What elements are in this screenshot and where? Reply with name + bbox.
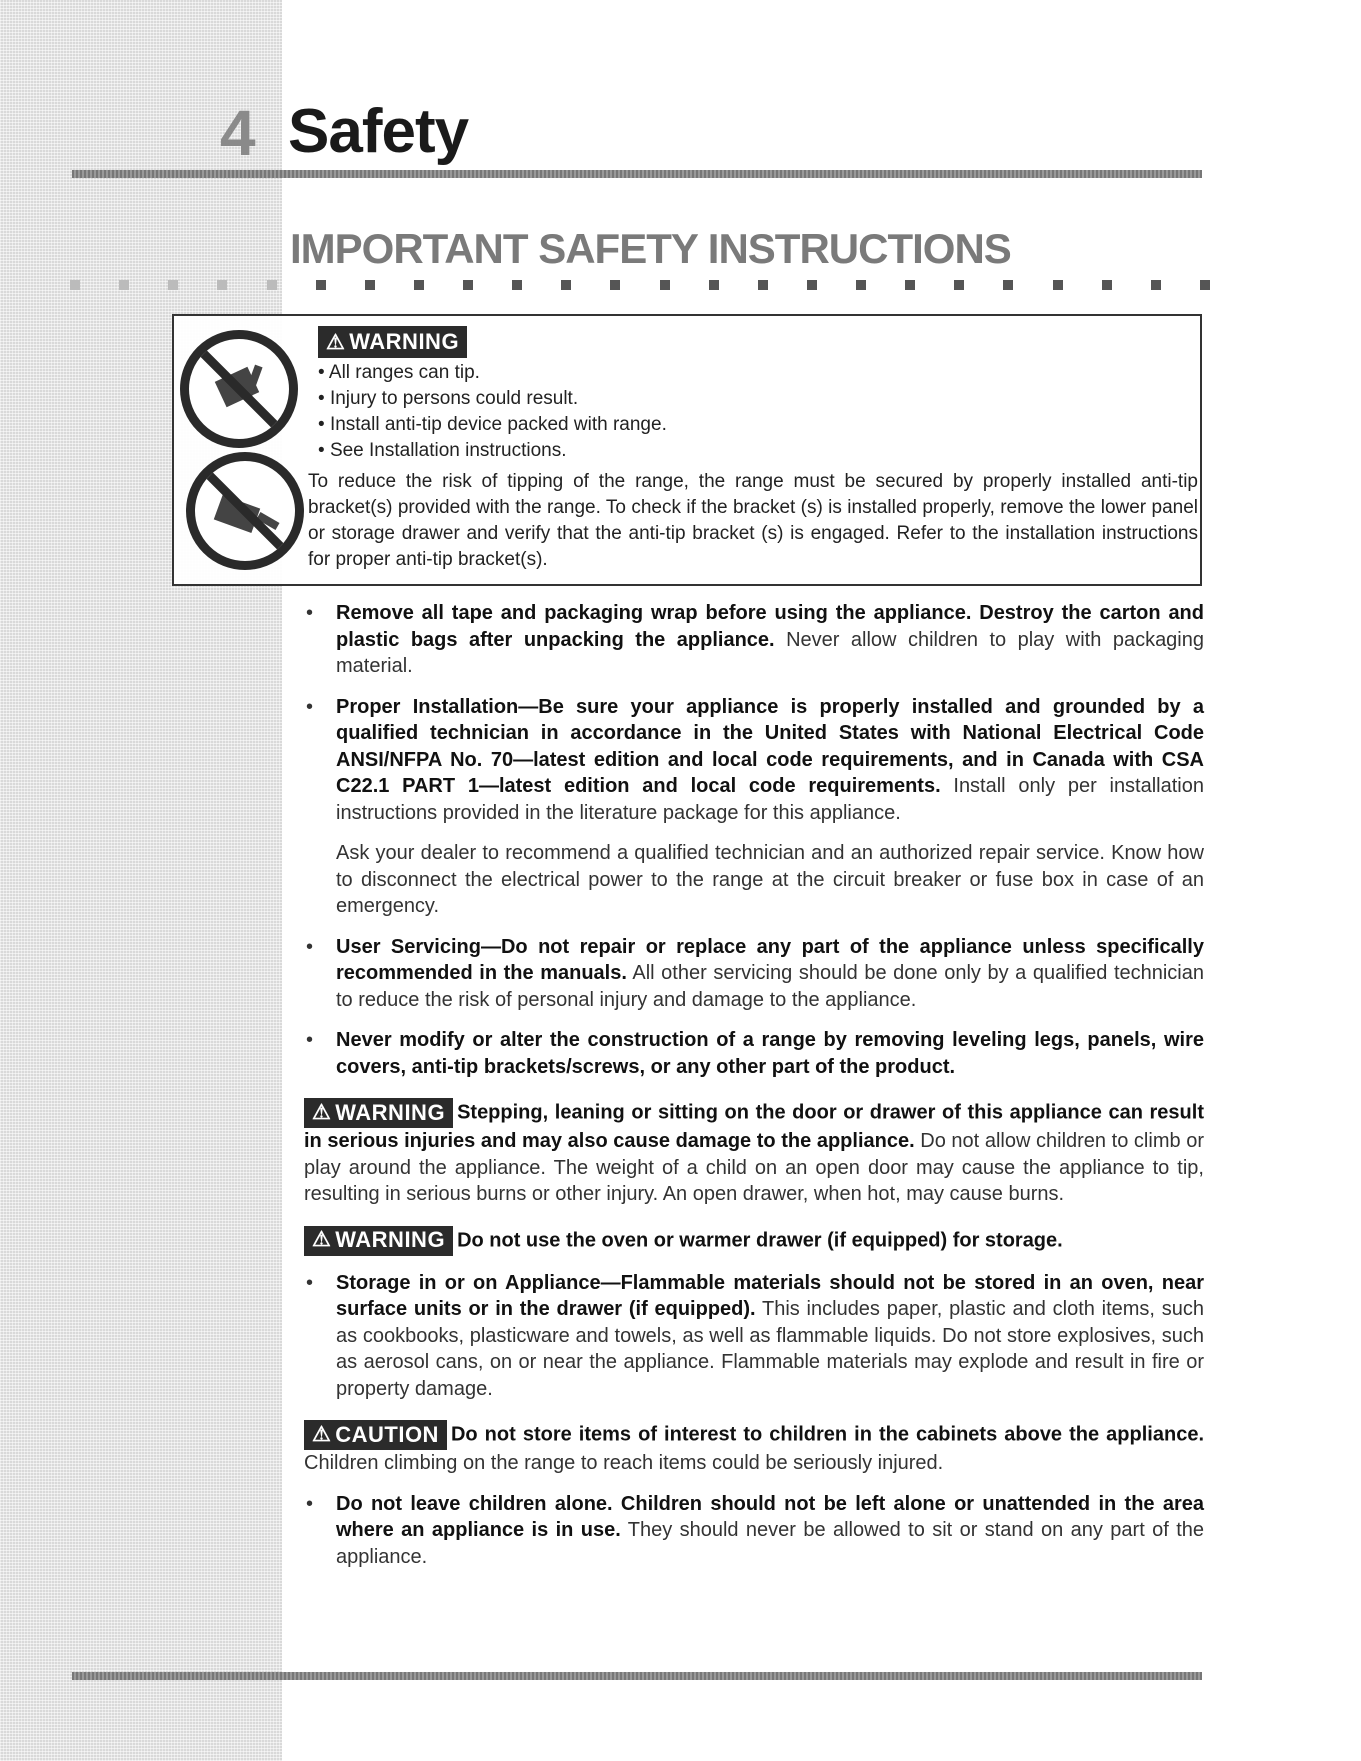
warning-label [318, 326, 467, 358]
bullet-user-servicing [304, 934, 1204, 1014]
separator-dot [70, 280, 80, 290]
sidebar-texture [0, 0, 282, 1761]
bullet-children-alone [304, 1491, 1204, 1571]
safety-instructions-body [304, 600, 1204, 1584]
bullet-text: This includes paper, plastic and cloth items, such as cookbooks, plasticware and towels, as well as flammable liquids. Do not store explosives, such as aerosol cans, on or near the appliance. Flammable materials may explode and result in fire or property damage. [336, 1298, 1205, 1400]
warning-label [304, 1098, 453, 1128]
no-tipping-range-icon [180, 330, 298, 448]
separator-dot [267, 280, 277, 290]
footer-rule [72, 1672, 1202, 1680]
separator-dot [512, 280, 522, 290]
list-item: • Install anti-tip device packed with range. [318, 412, 667, 438]
bullet-remove-packaging [304, 600, 1204, 680]
bullet-never-modify [304, 1027, 1204, 1080]
caution-label [304, 1420, 447, 1450]
separator-dot [1200, 280, 1210, 290]
separator-dot [1003, 280, 1013, 290]
notice-text: Children climbing on the range to reach items could be seriously injured. [304, 1452, 944, 1474]
separator-dot [414, 280, 424, 290]
bullet-text: Install only per installation instructions provided in the literature package for this appliance. [336, 775, 1204, 824]
bullet-text: They should never be allowed to sit or stand on any part of the appliance. [336, 1519, 1204, 1568]
bullet-bold-text: Never modify or alter the construction of a range by removing leveling legs, panels, wire covers, anti-tip brackets/screws, or any other part of the product. [336, 1029, 1204, 1078]
warning-triangle-icon: ⚠ [312, 1100, 332, 1124]
separator-dot [905, 280, 915, 290]
list-item: • See Installation instructions. [318, 438, 667, 464]
separator-dot [660, 280, 670, 290]
separator-dot [807, 280, 817, 290]
warning-label-text: WARNING [335, 1099, 446, 1125]
bullet-text: All other servicing should be done only by a qualified technician to reduce the risk of personal injury and damage to the appliance. [336, 962, 1204, 1011]
warning-bullet-list [318, 360, 667, 464]
bullet-bold-text: Storage in or on Appliance—Flammable materials should not be stored in an oven, near surface units or in the drawer (if equipped). [336, 1271, 1204, 1320]
bullet-bold-text: User Servicing—Do not repair or replace any part of the appliance unless specifically recommended in the manuals. [336, 935, 1204, 984]
bullet-bold-text: Proper Installation—Be sure your appliance is properly installed and grounded by a qualified technician in accordance in the United States with National Electrical Code ANSI/NFPA No. 70—latest edition and local code requirements, and in Canada with CSA C22.1 PART 1—latest edition and local code requirements. [336, 695, 1204, 797]
notice-bold-text: Do not store items of interest to children in the cabinets above the appliance. [450, 1423, 1204, 1446]
separator-dot [316, 280, 326, 290]
notice-text: Do not allow children to climb or play around the appliance. The weight of a child on an open door may cause the appliance to tip, resulting in serious burns or other injury. An open drawer, when hot, may cause burns. [304, 1130, 1204, 1205]
separator-dot [610, 280, 620, 290]
dealer-paragraph: Ask your dealer to recommend a qualified technician and an authorized repair service. Know how to disconnect the electrical power to the range at the circuit breaker or fuse box in case of an emergency. [336, 842, 1204, 917]
warning-triangle-icon: ⚠ [312, 1228, 332, 1252]
separator-dot [217, 280, 227, 290]
anti-tip-warning-box [172, 314, 1202, 586]
warning-triangle-icon: ⚠ [312, 1422, 332, 1446]
anti-tip-paragraph: To reduce the risk of tipping of the range, the range must be secured by properly installed anti-tip bracket(s) provided with the range. To check if the bracket (s) is installed properly, remove the lower panel or storage drawer and verify that the anti-tip bracket (s) is engaged. Refer to the installation instructions for proper anti-tip bracket(s). [308, 471, 1198, 570]
caution-label-text: CAUTION [335, 1421, 439, 1447]
notice-bold-text: Stepping, leaning or sitting on the door or drawer of this appliance can result in serious injuries and may also cause damage to the appliance. [304, 1101, 1204, 1152]
header-rule [72, 170, 1202, 178]
separator-dot [119, 280, 129, 290]
separator-dot [463, 280, 473, 290]
separator-dot [709, 280, 719, 290]
separator-dot [1151, 280, 1161, 290]
bullet-text: Never allow children to play with packaging material. [336, 628, 1204, 677]
notice-bold-text: Do not use the oven or warmer drawer (if equipped) for storage. [457, 1228, 1063, 1251]
bullet-bold-text: Remove all tape and packaging wrap before using the appliance. Destroy the carton and plastic bags after unpacking the appliance. [336, 602, 1204, 651]
chapter-title: Safety [288, 97, 469, 166]
separator-dot [758, 280, 768, 290]
bullet-storage-in-appliance [304, 1270, 1204, 1403]
caution-notice-cabinets [304, 1420, 1204, 1477]
warning-notice-stepping [304, 1098, 1204, 1208]
chapter-number: 4 [220, 97, 256, 169]
separator-dot [1053, 280, 1063, 290]
bullet-bold-text: Do not leave children alone. Children should not be left alone or unattended in the area where an appliance is in use. [336, 1492, 1204, 1541]
separator-dot [365, 280, 375, 290]
warning-notice-storage [304, 1226, 1204, 1256]
list-item: • All ranges can tip. [318, 360, 667, 386]
separator-dot [856, 280, 866, 290]
no-child-on-door-icon [186, 452, 304, 570]
list-item: • Injury to persons could result. [318, 386, 667, 412]
separator-dot [1102, 280, 1112, 290]
warning-label-text: WARNING [349, 329, 460, 354]
separator-dot [561, 280, 571, 290]
dot-separator [70, 280, 1210, 290]
warning-label-text: WARNING [335, 1227, 446, 1253]
separator-dot [954, 280, 964, 290]
warning-label [304, 1226, 453, 1256]
section-heading: IMPORTANT SAFETY INSTRUCTIONS [290, 225, 1011, 272]
bullet-proper-installation [304, 694, 1204, 827]
separator-dot [168, 280, 178, 290]
warning-triangle-icon: ⚠ [326, 330, 346, 354]
